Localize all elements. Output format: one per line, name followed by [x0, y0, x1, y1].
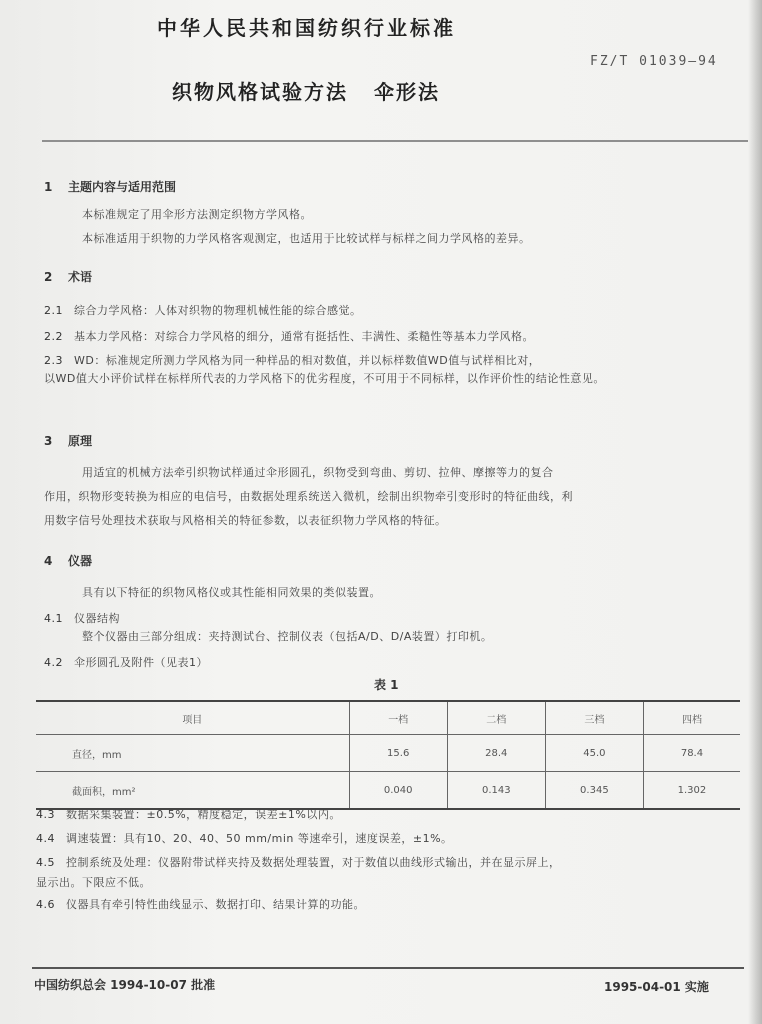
item-4-5: 4.5 控制系统及处理：仪器附带试样夹持及数据处理装置，对于数值以曲线形式输出，并在显示屏上， [36, 856, 561, 869]
table-header-cell: 项目 [36, 701, 349, 735]
standard-code: FZ/T 01039—94 [590, 54, 718, 69]
item-4-6: 4.6 仪器具有牵引特性曲线显示、数据打印、结果计算的功能。 [36, 898, 365, 911]
section-3-heading: 3 原理 [44, 434, 93, 448]
table-cell: 1.302 [643, 772, 740, 810]
item-4-3: 4.3 数据采集装置：±0.5%，精度稳定，误差±1%以内。 [36, 808, 341, 821]
document-title-sub: 伞形法 [374, 80, 440, 104]
table-header-cell: 三档 [545, 701, 643, 735]
item-4-4: 4.4 调速装置：具有10、20、40、50 mm/min 等速牵引，速度误差，±1%。 [36, 832, 453, 845]
section-2-heading: 2 术语 [44, 270, 93, 284]
table-caption: 表 1 [374, 678, 399, 692]
approval-date: 中国纺织总会 1994-10-07 批准 [34, 978, 216, 992]
section-1-para-2: 本标准适用于织物的力学风格客观测定，也适用于比较试样与标样之间力学风格的差异。 [82, 232, 531, 245]
table-cell: 78.4 [643, 735, 740, 772]
section-4-intro: 具有以下特征的织物风格仪或其性能相同效果的类似装置。 [82, 586, 381, 599]
table-header-cell: 二档 [447, 701, 545, 735]
section-4-heading: 4 仪器 [44, 554, 93, 568]
document-title-main: 织物风格试验方法 [172, 80, 348, 104]
table-cell: 15.6 [349, 735, 447, 772]
header-rule [42, 140, 748, 142]
item-4-2: 4.2 伞形圆孔及附件（见表1） [44, 656, 208, 669]
parameter-table [36, 700, 740, 810]
effective-date: 1995-04-01 实施 [604, 980, 709, 994]
table-cell: 0.143 [447, 772, 545, 810]
item-4-1-detail: 整个仪器由三部分组成：夹持测试台、控制仪表（包括A/D、D/A装置）打印机。 [82, 630, 493, 643]
term-2-3: 2.3 WD：标准规定所测力学风格为同一种样品的相对数值，并以标样数值WD值与试样相比对， [44, 354, 541, 367]
table-row [36, 772, 740, 810]
table-cell: 0.345 [545, 772, 643, 810]
section-3-line-2: 作用，织物形变转换为相应的电信号，由数据处理系统送入微机，绘制出织物牵引变形时的特征曲线，利 [44, 490, 573, 503]
standard-org-title: 中华人民共和国纺织行业标准 [157, 16, 456, 40]
section-3-line-1: 用适宜的机械方法牵引织物试样通过伞形圆孔，织物受到弯曲、剪切、拉伸、摩擦等力的复合 [82, 466, 554, 479]
table-cell: 0.040 [349, 772, 447, 810]
section-1-heading: 1 主题内容与适用范围 [44, 180, 177, 194]
table-cell: 28.4 [447, 735, 545, 772]
term-2-3-continued: 以WD值大小评价试样在标样所代表的力学风格下的优劣程度，不可用于不同标样，以作评价性的结论性意见。 [44, 372, 605, 385]
table-header-row [36, 701, 740, 735]
term-2-2: 2.2 基本力学风格：对综合力学风格的细分，通常有挺括性、丰满性、柔糙性等基本力学风格。 [44, 330, 534, 343]
section-3-line-3: 用数字信号处理技术获取与风格相关的特征参数，以表征织物力学风格的特征。 [44, 514, 447, 527]
footer-rule [32, 967, 744, 969]
table-header-cell: 一档 [349, 701, 447, 735]
table-header-cell: 四档 [643, 701, 740, 735]
item-4-1: 4.1 仪器结构 [44, 612, 120, 625]
page-edge-shadow [748, 0, 762, 1024]
table-row [36, 735, 740, 772]
table-row-label: 截面积，mm² [36, 772, 349, 810]
term-2-1: 2.1 综合力学风格：人体对织物的物理机械性能的综合感觉。 [44, 304, 362, 317]
section-1-para-1: 本标准规定了用伞形方法测定织物方学风格。 [82, 208, 312, 221]
table-cell: 45.0 [545, 735, 643, 772]
document-title [172, 76, 440, 105]
item-4-5-continued: 显示出。下限应不低。 [36, 876, 151, 889]
table-row-label: 直径，mm [36, 735, 349, 772]
